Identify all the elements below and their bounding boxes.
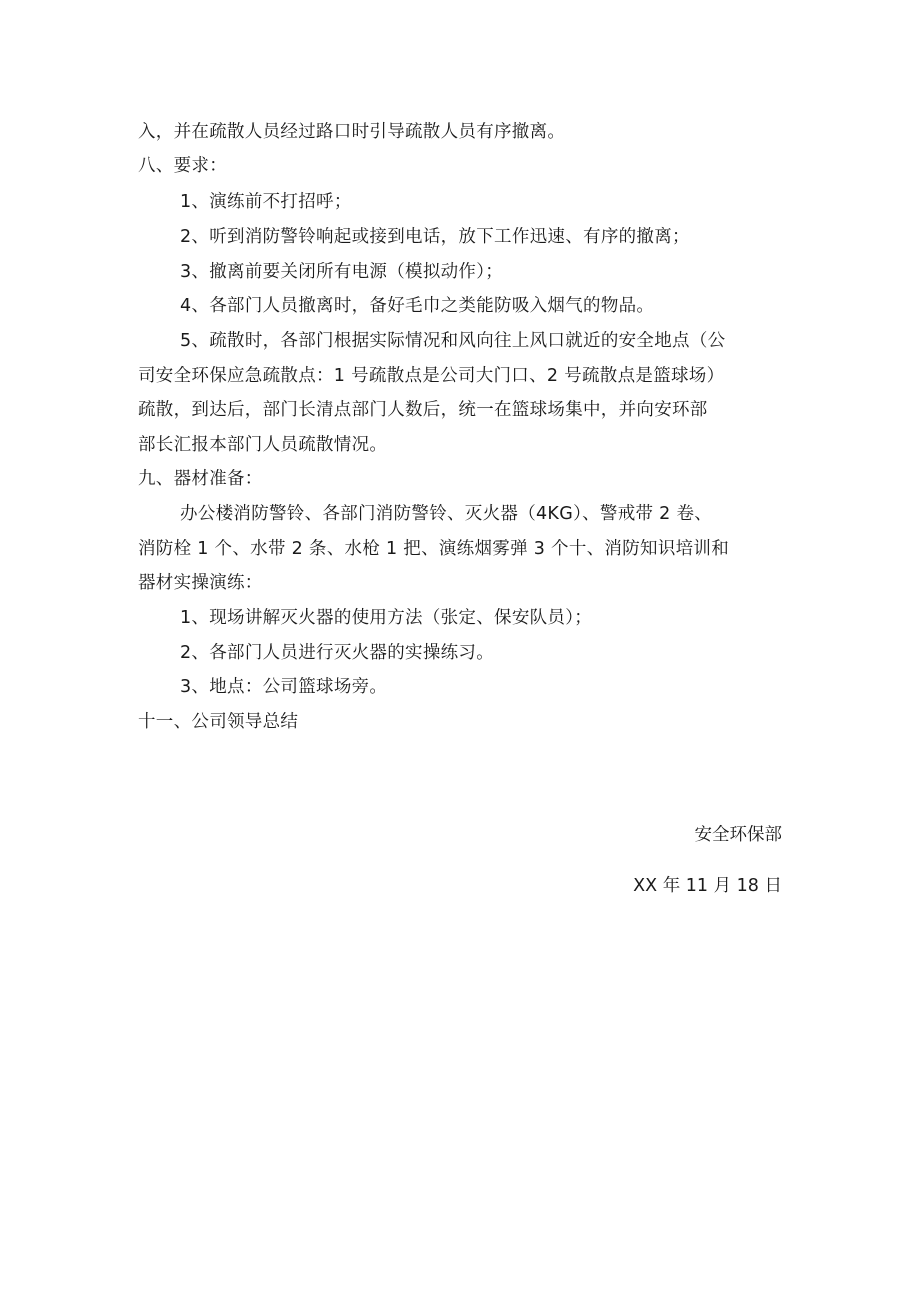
paragraph-line: 器材实操演练： xyxy=(138,573,263,593)
list-item: 3、地点：公司篮球场旁。 xyxy=(180,677,388,697)
paragraph-line: 司安全环保应急疏散点：1 号疏散点是公司大门口、2 号疏散点是篮球场） xyxy=(138,366,725,386)
paragraph-line: 入，并在疏散人员经过路口时引导疏散人员有序撤离。 xyxy=(138,122,566,142)
list-item: 2、各部门人员进行灭火器的实操练习。 xyxy=(180,643,495,663)
section-heading-equipment: 九、器材准备： xyxy=(138,469,263,489)
signature-date: XX 年 11 月 18 日 xyxy=(633,876,782,896)
list-item: 1、演练前不打招呼； xyxy=(180,192,352,212)
paragraph-line: 消防栓 1 个、水带 2 条、水枪 1 把、演练烟雾弹 3 个十、消防知识培训和 xyxy=(138,539,730,559)
list-item: 2、听到消防警铃响起或接到电话，放下工作迅速、有序的撤离； xyxy=(180,227,690,247)
list-item: 4、各部门人员撤离时，备好毛巾之类能防吸入烟气的物品。 xyxy=(180,296,655,316)
paragraph-line: 疏散，到达后，部门长清点部门人数后，统一在篮球场集中，并向安环部 xyxy=(138,400,708,420)
list-item: 3、撤离前要关闭所有电源（模拟动作）； xyxy=(180,262,504,282)
list-item: 5、疏散时，各部门根据实际情况和风向往上风口就近的安全地点（公 xyxy=(180,331,726,351)
section-heading-summary: 十一、公司领导总结 xyxy=(138,712,299,732)
paragraph-line: 办公楼消防警铃、各部门消防警铃、灭火器（4KG）、警戒带 2 卷、 xyxy=(180,504,713,524)
signature-department: 安全环保部 xyxy=(694,825,782,845)
section-heading-requirements: 八、要求： xyxy=(138,156,227,176)
paragraph-line: 部长汇报本部门人员疏散情况。 xyxy=(138,435,388,455)
list-item: 1、现场讲解灭火器的使用方法（张定、保安队员）； xyxy=(180,608,593,628)
